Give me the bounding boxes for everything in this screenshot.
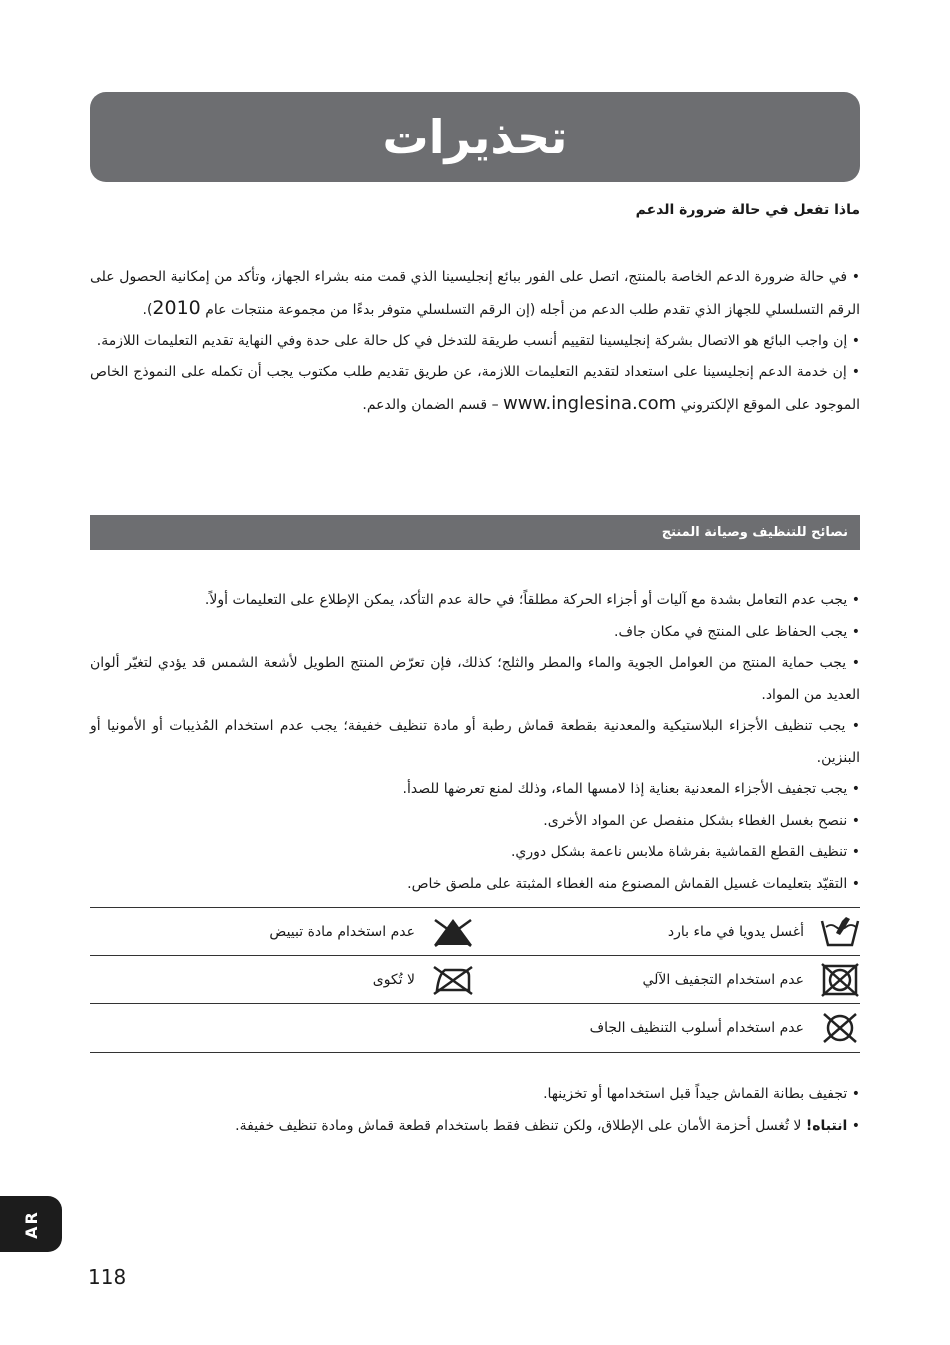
hand-wash-label: أغسل يدويا في ماء بارد (667, 924, 804, 940)
support-paragraph-1-end: ). (142, 302, 153, 318)
care-item: • يجب تنظيف الأجزاء البلاستيكية والمعدنية بقطعة قماش رطبة أو مادة تنظيف خفيفة؛ يجب عدم استخدام المُذيبات أو الأمونيا أو البنزين. (90, 718, 860, 766)
warning-label: انتباه! (805, 1118, 848, 1134)
care-item: • يجب الحفاظ على المنتج في مكان جاف. (614, 623, 860, 640)
page-number: 118 (88, 1265, 127, 1289)
care-symbols-row-1 (90, 907, 860, 956)
support-paragraph-2: • إن واجب البائع هو الاتصال بشركة إنجليسينا لتقييم أنسب طريقة للتدخل في كل حالة على حدة وفي النهاية تقديم التعليمات اللازمة. (96, 333, 860, 349)
no-dry-clean-cell (488, 1004, 860, 1052)
no-dry-clean-label: عدم استخدام أسلوب التنظيف الجاف (589, 1020, 804, 1036)
no-bleach-cell (90, 908, 475, 956)
hand-wash-icon (820, 915, 860, 949)
care-final-notes (90, 1078, 860, 1142)
support-paragraphs (90, 262, 860, 421)
support-paragraph-1-text: • في حالة ضرورة الدعم الخاصة بالمنتج، اتصل على الفور ببائع إنجليسينا الذي قمت منه بشراء الجهاز، وتأكد من إمكانية الحصول على الرقم التسلسلي للجهاز الذي تقدم طلب الدعم من أجله (إن الرقم التسلسلي متوفر بدءًا من مجموعة منتجات عام (90, 269, 860, 318)
warning-text: لا تُغسل أحزمة الأمان على الإطلاق، ولكن تنظف فقط باستخدام قطعة قماش ومادة تنظيف خفيفة. (235, 1118, 806, 1134)
care-symbols-row-2 (90, 955, 860, 1004)
care-section-bar (90, 515, 860, 550)
care-item: • يجب تجفيف الأجزاء المعدنية بعناية إذا لامسها الماء، وذلك لمنع تعرضها للصدأ. (402, 781, 860, 797)
no-iron-cell (90, 956, 475, 1004)
care-symbols-row-3 (90, 1003, 860, 1053)
support-website-link[interactable]: www.inglesina.com (503, 393, 677, 414)
care-item: • تنظيف القطع القماشية بفرشاة ملابس ناعمة بشكل دوري. (510, 844, 860, 860)
no-tumble-dry-icon (820, 963, 860, 997)
no-iron-icon (431, 964, 475, 996)
support-paragraph-3-end: – قسم الضمان والدعم. (362, 397, 504, 413)
care-item: • يجب عدم التعامل بشدة مع آليات أو أجزاء الحركة مطلقاً؛ في حالة عدم التأكد، يمكن الإطلاع على التعليمات أولاً. (204, 592, 860, 608)
support-paragraph-3 (90, 357, 860, 421)
page-title: تحذيرات (382, 110, 568, 164)
care-note-harness: • انتباه! لا تُغسل أحزمة الأمان على الإطلاق، ولكن تنظف فقط باستخدام قطعة قماش ومادة تنظيف خفيفة. (235, 1118, 860, 1134)
no-bleach-label: عدم استخدام مادة تبييض (269, 924, 415, 940)
support-year: 2010 (152, 297, 201, 319)
support-paragraph-3-text: • إن خدمة الدعم إنجليسينا على استعداد لتقديم التعليمات اللازمة، عن طريق تقديم طلب مكتوب يجب أن تكمله على النموذج الخاص الموجود على الموقع الإلكتروني (90, 364, 860, 413)
hand-wash-cell (488, 908, 860, 956)
care-item: • يجب حماية المنتج من العوامل الجوية والماء والمطر والثلج؛ كذلك، فإن تعرّض المنتج الطويل لأشعة الشمس قد يؤدي لتغيّر ألوان العديد من المواد. (90, 655, 860, 703)
no-iron-label: لا تُكوى (372, 972, 415, 988)
care-note-dry-lining: • تجفيف بطانة القماش جيداً قبل استخدامها أو تخزينها. (543, 1086, 860, 1102)
care-item: • التقيّد بتعليمات غسيل القماش المصنوع منه الغطاء المثبتة على ملصق خاص. (407, 875, 860, 892)
no-dry-clean-icon (820, 1011, 860, 1045)
no-tumble-dry-label: عدم استخدام التجفيف الآلي (642, 972, 804, 988)
language-code: AR (21, 1209, 41, 1239)
title-banner (90, 92, 860, 182)
support-heading: ماذا تفعل في حالة ضرورة الدعم (635, 202, 860, 218)
no-tumble-dry-cell (488, 956, 860, 1004)
language-tab (0, 1196, 62, 1252)
support-paragraph-1 (90, 262, 860, 326)
no-bleach-icon (431, 916, 475, 948)
care-item: • ننصح بغسل الغطاء بشكل منفصل عن المواد الأخرى. (543, 812, 860, 829)
care-section-title: نصائح للتنظيف وصيانة المنتج (661, 525, 848, 540)
care-list (90, 585, 860, 900)
